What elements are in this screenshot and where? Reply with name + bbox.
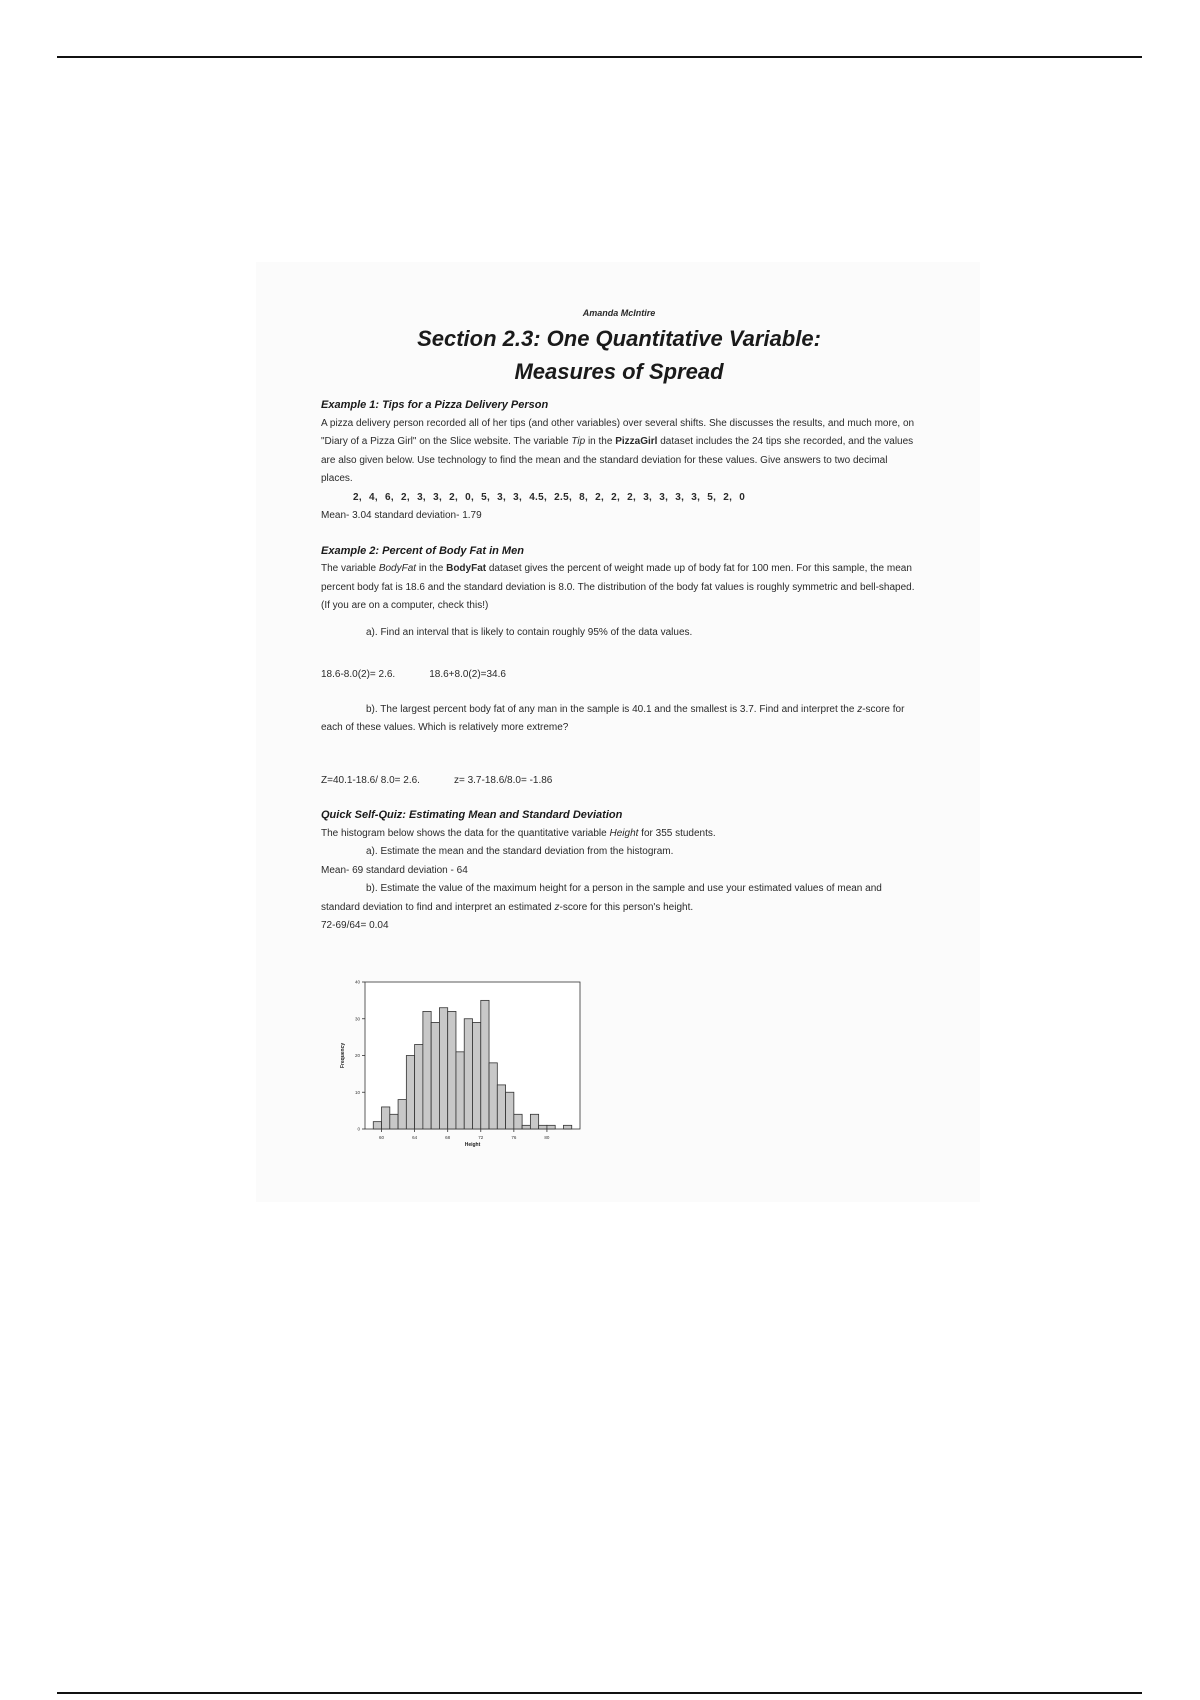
histogram-svg xyxy=(335,976,585,1151)
y-tick-label: 10 xyxy=(354,1089,360,1095)
example2-paragraph: The variable BodyFat in the BodyFat dataset gives the percent of weight made up of body fat for 100 men. For this sample, the mean percent body fat is 18.6 and the standard deviation is 8.0. The distribution of the body fat values is roughly symmetric and bell-shaped. (If you are on a computer, check this!) xyxy=(321,563,915,611)
histogram-bar xyxy=(382,1107,390,1129)
x-tick-label: 68 xyxy=(445,1135,451,1140)
histogram-bar xyxy=(456,1052,464,1129)
example2-part-b: b). The largest percent body fat of any man in the sample is 40.1 and the smallest is 3.7. Find and interpret the z-score for each of these values. Which is relatively more extreme? xyxy=(321,703,905,733)
quiz-answer-a: Mean- 69 standard deviation - 64 xyxy=(321,864,468,876)
histogram-bar xyxy=(390,1114,398,1129)
height-histogram xyxy=(335,976,585,1151)
y-tick-label: 20 xyxy=(354,1053,360,1058)
histogram-bar xyxy=(489,1063,497,1129)
y-axis-label: Frequency xyxy=(340,1042,346,1069)
x-tick-label: 60 xyxy=(379,1135,385,1140)
histogram-bar xyxy=(464,1019,472,1129)
y-tick-label: 0 xyxy=(357,1126,360,1132)
x-tick-label: 64 xyxy=(412,1135,418,1140)
histogram-bar xyxy=(563,1125,571,1129)
example2-part-a: a). Find an interval that is likely to contain roughly 95% of the data values. xyxy=(366,626,693,638)
example1-values: 2, 4, 6, 2, 3, 3, 2, 0, 5, 3, 3, 4.5, 2.5, 8, 2, 2, 2, 3, 3, 3, 3, 5, 2, 0 xyxy=(353,491,746,503)
example2-answer-a: 18.6-8.0(2)= 2.6. 18.6+8.0(2)=34.6 xyxy=(321,669,506,680)
quiz-heading: Quick Self-Quiz: Estimating Mean and Standard Deviation xyxy=(321,809,623,821)
x-axis-label: Height xyxy=(464,1142,481,1148)
histogram-bar xyxy=(398,1100,406,1129)
example1-answer: Mean- 3.04 standard deviation- 1.79 xyxy=(321,510,482,521)
example1-heading: Example 1: Tips for a Pizza Delivery Person xyxy=(321,399,549,411)
histogram-bar xyxy=(530,1114,538,1129)
page-title-line-2: Measures of Spread xyxy=(514,359,724,384)
example2-heading: Example 2: Percent of Body Fat in Men xyxy=(321,544,524,557)
example2-answer-b: Z=40.1-18.6/ 8.0= 2.6. z= 3.7-18.6/8.0= -1.86 xyxy=(321,774,553,786)
histogram-bar xyxy=(522,1125,530,1129)
quiz-part-a: a). Estimate the mean and the standard deviation from the histogram. xyxy=(366,846,674,857)
histogram-bar xyxy=(423,1011,431,1129)
page-title-line-1: Section 2.3: One Quantitative Variable: xyxy=(417,326,821,351)
quiz-intro: The histogram below shows the data for the quantitative variable Height for 355 students. xyxy=(321,827,716,839)
histogram-bar xyxy=(431,1022,439,1129)
top-divider xyxy=(57,56,1142,58)
bottom-divider xyxy=(57,1692,1142,1694)
document-body xyxy=(321,306,917,936)
histogram-bar xyxy=(406,1056,414,1130)
histogram-bar xyxy=(373,1122,381,1129)
author-name: Amanda McIntire xyxy=(582,308,656,318)
quiz-answer-b: 72-69/64= 0.04 xyxy=(321,920,389,931)
histogram-bar xyxy=(481,1000,489,1129)
histogram-bar xyxy=(506,1092,514,1129)
histogram-bar xyxy=(439,1008,447,1129)
histogram-bar xyxy=(415,1044,423,1129)
x-tick-label: 76 xyxy=(511,1135,517,1140)
x-tick-label: 80 xyxy=(544,1135,550,1140)
histogram-bar xyxy=(547,1125,555,1129)
example1-paragraph: A pizza delivery person recorded all of her tips (and other variables) over several shifts. She discusses the results, and much more, on "Diary of a Pizza Girl" on the Slice website. The variable Tip in the PizzaGirl dataset includes the 24 tips she recorded, and the values are also given below. Use technology to find the mean and the standard deviation for these values. Give answers to two decimal places. xyxy=(321,417,915,484)
y-tick-label: 30 xyxy=(354,1016,360,1022)
quiz-part-b: b). Estimate the value of the maximum height for a person in the sample and use your estimated values of mean and standard deviation to find and interpret an estimated z-score for this person's height. xyxy=(321,883,882,913)
histogram-bar xyxy=(539,1125,547,1129)
y-tick-label: 40 xyxy=(354,979,360,985)
x-tick-label: 72 xyxy=(478,1135,484,1140)
histogram-bar xyxy=(473,1022,481,1129)
histogram-bar xyxy=(497,1085,505,1129)
histogram-bar xyxy=(448,1011,456,1129)
histogram-bar xyxy=(514,1114,522,1129)
